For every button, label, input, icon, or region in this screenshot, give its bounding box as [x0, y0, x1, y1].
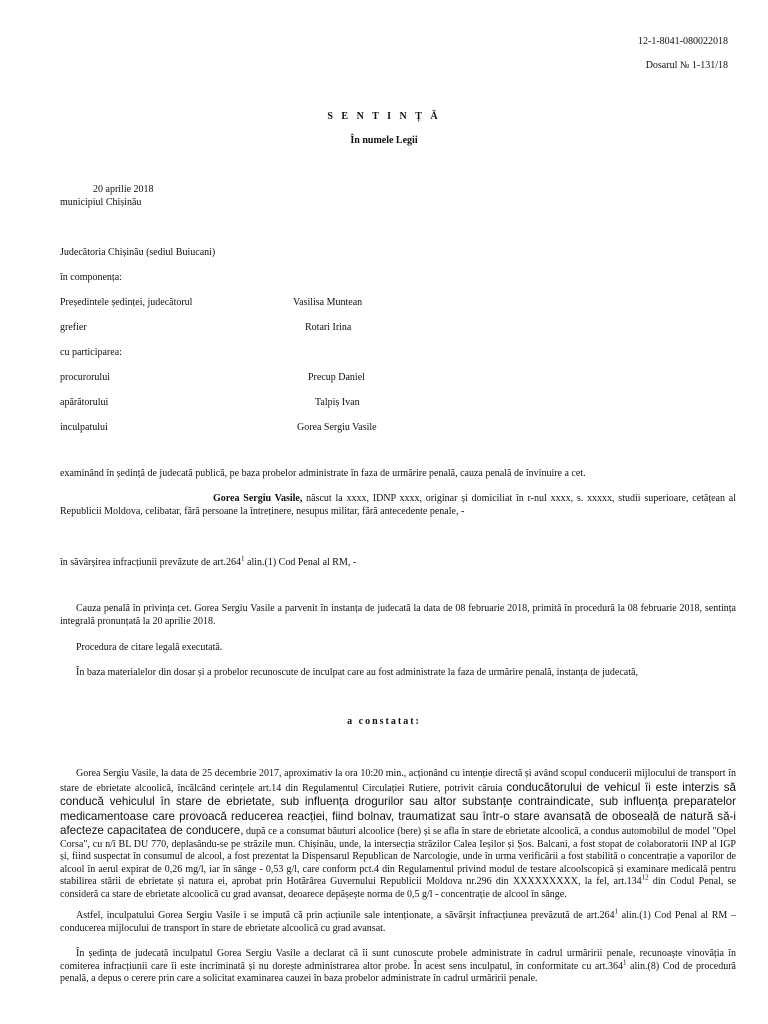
prosecutor-label: procurorului	[60, 372, 110, 383]
finding-heading: a constatat:	[347, 716, 421, 727]
document-date: 20 aprilie 2018	[93, 184, 154, 195]
hearing-part-2: alin.(8) Cod de procedură penală, a depus o cerere prin care a solicitat examinarea cauzei în baza probelor administrate în cadrul urmăririi penale.	[60, 960, 736, 984]
defender-name: Talpiș Ivan	[315, 397, 360, 408]
accused-details: născut la xxxx, IDNP xxxx, originar și domiciliat în r-nul xxxx, s. xxxxx, studii superioare, cetățean al Republicii Moldova, celibatar, fără persoane la întreținere, nesupus militar, fără antecedente penale, -	[60, 493, 736, 517]
based-on-text: În baza materialelor din dosar și a probelor recunoscute de inculpat care au fost administrate la faza de urmărire penală, instanța de judecată,	[76, 667, 638, 678]
composition-label: în componența:	[60, 272, 122, 283]
document-title: S E N T I N Ț Ă	[327, 111, 441, 122]
accused-paragraph	[60, 493, 736, 518]
document-subtitle: În numele Legii	[350, 135, 418, 146]
charge-sup: 1	[614, 907, 618, 916]
hearing-part-1: În ședința de judecată inculpatul Gorea Sergiu Vasile a declarat că îi sunt cunoscute probele administrate în cadrul urmăririi penale, recunoaște vinovăția în comiterea infracțiunii care îi este incriminată și nu dorește administrarea altor probe. În acest sens inculpatul, în conformitate cu art.364	[60, 948, 736, 972]
document-place: municipiul Chișinău	[60, 197, 142, 208]
facts-part-1: Gorea Sergiu Vasile, la data de 25 decembrie 2017, aproximativ la ora 10:20 min., acționând cu intenție directă și având scopul conducerii mijlocului de transport în stare de ebrietate alcoolică, încălcând cerințele art.14 din Regulamentul Circulației Rutiere, potrivit căruia	[60, 768, 736, 794]
clerk-name: Rotari Irina	[305, 322, 352, 333]
accused-name: Gorea Sergiu Vasile,	[213, 493, 303, 504]
charge-paragraph	[60, 907, 737, 935]
offence-sup: 1	[241, 554, 245, 563]
judge-label: Președintele ședinței, judecătorul	[60, 297, 193, 308]
facts-regulation-quote: conducătorului de vehicul îi este interzis să conducă vehiculul în stare de ebrietate, sub influența drogurilor sau altor substanțe contraindicate, sub influența preparatelor medicamentoase care provoacă reducerea reacției, fiind bolnav, traumatizat sau într-o stare avansată de oboseală de natură să-i afecteze capacitatea de conducere,	[60, 780, 736, 837]
facts-paragraph	[60, 768, 736, 901]
judge-name: Vasilisa Muntean	[293, 297, 363, 308]
facts-sup: 12	[641, 873, 649, 882]
examining-text: examinând în ședință de judecată publică, pe baza probelor administrate în faza de urmărire penală, cauza penală de învinuire a cet.	[60, 468, 586, 479]
offence-text	[60, 554, 357, 570]
defendant-name: Gorea Sergiu Vasile	[297, 422, 377, 433]
facts-part-4: din Codul Penal, se consideră ca stare de ebrietate alcoolică cu grad avansat, deoarece depășește norma de 0,5 g/l - concentrație de alcool în sânge.	[60, 876, 737, 900]
participation-label: cu participarea:	[60, 347, 122, 358]
defender-label: apărătorului	[60, 397, 109, 408]
case-code: 12-1-8041-080022018	[638, 36, 728, 47]
offence-pre: în săvârșirea infracțiunii prevăzute de art.264	[60, 557, 242, 568]
prosecutor-name: Precup Daniel	[308, 372, 365, 383]
defendant-label: inculpatului	[60, 422, 108, 433]
citation-text: Procedura de citare legală executată.	[76, 642, 223, 653]
offence-post: alin.(1) Cod Penal al RM, -	[244, 557, 357, 568]
charge-part-2: alin.(1) Cod Penal al RM – conducerea mijlocului de transport în stare de ebrietate alcoolică cu grad avansat.	[60, 910, 737, 934]
facts-part-3: după ce a consumat băuturi alcoolice (bere) și se afla în stare de ebrietate alcoolică, a condus automobilul de model "Opel Corsa", cu n/î BL DU 770, deplasându-se pe străzile mun. Chișinău, unde, la intersecția străzilor Calea Ieșilor și Șos. Balcani, a fost stopat de colaboratorii INP al IGP și, fiind suspectat în consumul de alcool, a fost prezentat la Dispensarul Republican de Narcologie, unde în urma verificării a fost stabilită o concentrație a vaporilor de alcool în aerul expirat de 0,26 mg/l, iar în sânge - 0,53 g/l, care conform pct.4 din Regulamentul privind modul de testare alcoolscopică și examinare medicală pentru stabilirea stării de ebrietate și natura ei, aprobat prin Hotărârea Guvernului Republicii Moldova nr.296 din XXXXXXXXX, la fel, art.134	[60, 826, 736, 887]
charge-part-1: Astfel, inculpatului Gorea Sergiu Vasile i se impută că prin acțiunile sale intenționate, a săvârșit infracțiunea prevăzută de art.264	[76, 910, 615, 921]
hearing-paragraph	[60, 948, 736, 986]
case-received-paragraph: Cauza penală în privința cet. Gorea Sergiu Vasile a parvenit în instanța de judecată la data de 08 februarie 2018, primită în procedură la 08 februarie 2018, sentința integrală pronunțată la 20 aprilie 2018.	[60, 603, 736, 627]
clerk-label: grefier	[60, 322, 87, 333]
hearing-sup: 1	[622, 958, 627, 967]
court-name: Judecătoria Chișinău (sediul Buiucani)	[60, 247, 216, 258]
file-number: Dosarul № 1-131/18	[645, 60, 728, 71]
